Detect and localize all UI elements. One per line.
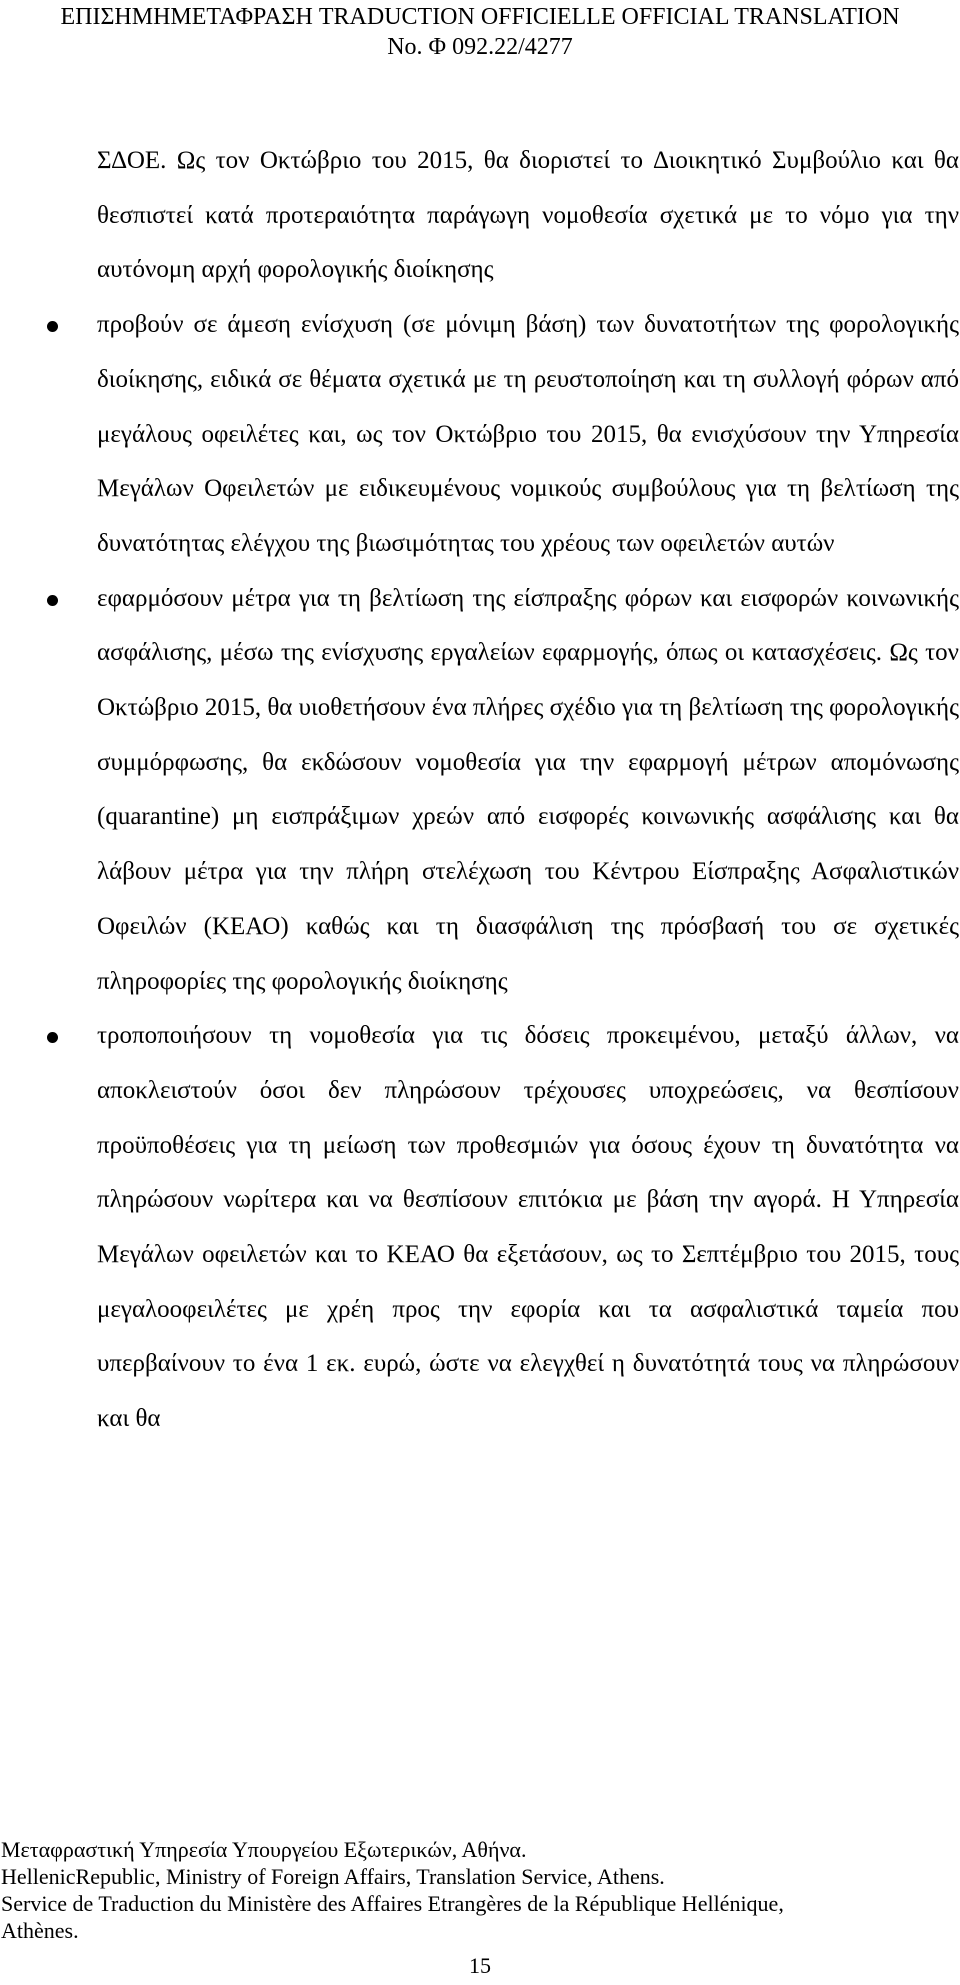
- footer-line-french-city: Athènes.: [1, 1918, 79, 1943]
- official-translation-heading: ΕΠΙΣΗΜΗΜΕΤΑΦΡΑΣΗ TRADUCTION OFFICIELLE OFFICIAL TRANSLATION: [60, 4, 900, 30]
- bullet-item: προβούν σε άμεση ενίσχυση (σε μόνιμη βάση) των δυνατοτήτων της φορολογικής διοίκησης, ειδικά σε θέματα σχετικά με τη ρευστοποίηση και τη συλλογή φόρων από μεγάλους οφειλέτες και, ως τον Οκτώβριο του 2015, θα ενισχύσουν την Υπηρεσία Μεγάλων Οφειλετών με ειδικευμένους νομικούς συμβούλους για τη βελτίωση της δυνατότητας ελέγχου της βιωσιμότητας του χρέους των οφειλετών αυτών: [97, 298, 959, 572]
- document-body: [97, 134, 959, 1447]
- paragraph: Σ∆ΟΕ. Ως τον Οκτώβριο του 2015, θα διοριστεί το ∆ιοικητικό Συμβούλιο και θα θεσπιστεί κατά προτεραιότητα παράγωγη νομοθεσία σχετικά με το νόμο για την αυτόνομη αρχή φορολογικής διοίκησης: [97, 147, 959, 284]
- footer-line-greek: Μεταφραστική Υπηρεσία Υπουργείου Εξωτερικών, Αθήνα.: [1, 1837, 527, 1862]
- document-header: [0, 0, 960, 62]
- footer-line-french: Service de Traduction du Ministère des Affaires Etrangères de la République Hellénique,: [1, 1891, 784, 1916]
- document-footer: [0, 1836, 960, 1944]
- bullet-item: τροποποιήσουν τη νομοθεσία για τις δόσεις προκειμένου, μεταξύ άλλων, να αποκλειστούν όσοι δεν πληρώσουν τρέχουσες υποχρεώσεις, να θεσπίσουν προϋποθέσεις για τη μείωση των προθεσμιών για όσους έχουν τη δυνατότητα να πληρώσουν νωρίτερα και να θεσπίσουν επιτόκια με βάση την αγορά. Η Υπηρεσία Μεγάλων οφειλετών και το ΚΕΑΟ θα εξετάσουν, ως το Σεπτέμβριο του 2015, τους μεγαλοοφειλέτες με χρέη προς την εφορία και τα ασφαλιστικά ταμεία που υπερβαίνουν το ένα 1 εκ. ευρώ, ώστε να ελεγχθεί η δυνατότητά τους να πληρώσουν και θα: [97, 1009, 959, 1447]
- reference-number: No. Φ 092.22/4277: [387, 34, 573, 60]
- footer-line-english: HellenicRepublic, Ministry of Foreign Affairs, Translation Service, Athens.: [1, 1864, 665, 1889]
- bullet-item: εφαρμόσουν μέτρα για τη βελτίωση της είσπραξης φόρων και εισφορών κοινωνικής ασφάλισης, μέσω της ενίσχυσης εργαλείων εφαρμογής, όπως οι κατασχέσεις. Ως τον Οκτώβριο 2015, θα υιοθετήσουν ένα πλήρες σχέδιο για τη βελτίωση της φορολογικής συμμόρφωσης, θα εκδώσουν νομοθεσία για την εφαρμογή μέτρων απομόνωσης (quarantine) μη εισπράξιμων χρεών από εισφορές κοινωνικής ασφάλισης και θα λάβουν μέτρα για την πλήρη στελέχωση του Κέντρου Είσπραξης Ασφαλιστικών Οφειλών (ΚΕΑΟ) καθώς και τη διασφάλιση της πρόσβασή του σε σχετικές πληροφορίες της φορολογικής διοίκησης: [97, 572, 959, 1010]
- page-number: 15: [469, 1953, 491, 1978]
